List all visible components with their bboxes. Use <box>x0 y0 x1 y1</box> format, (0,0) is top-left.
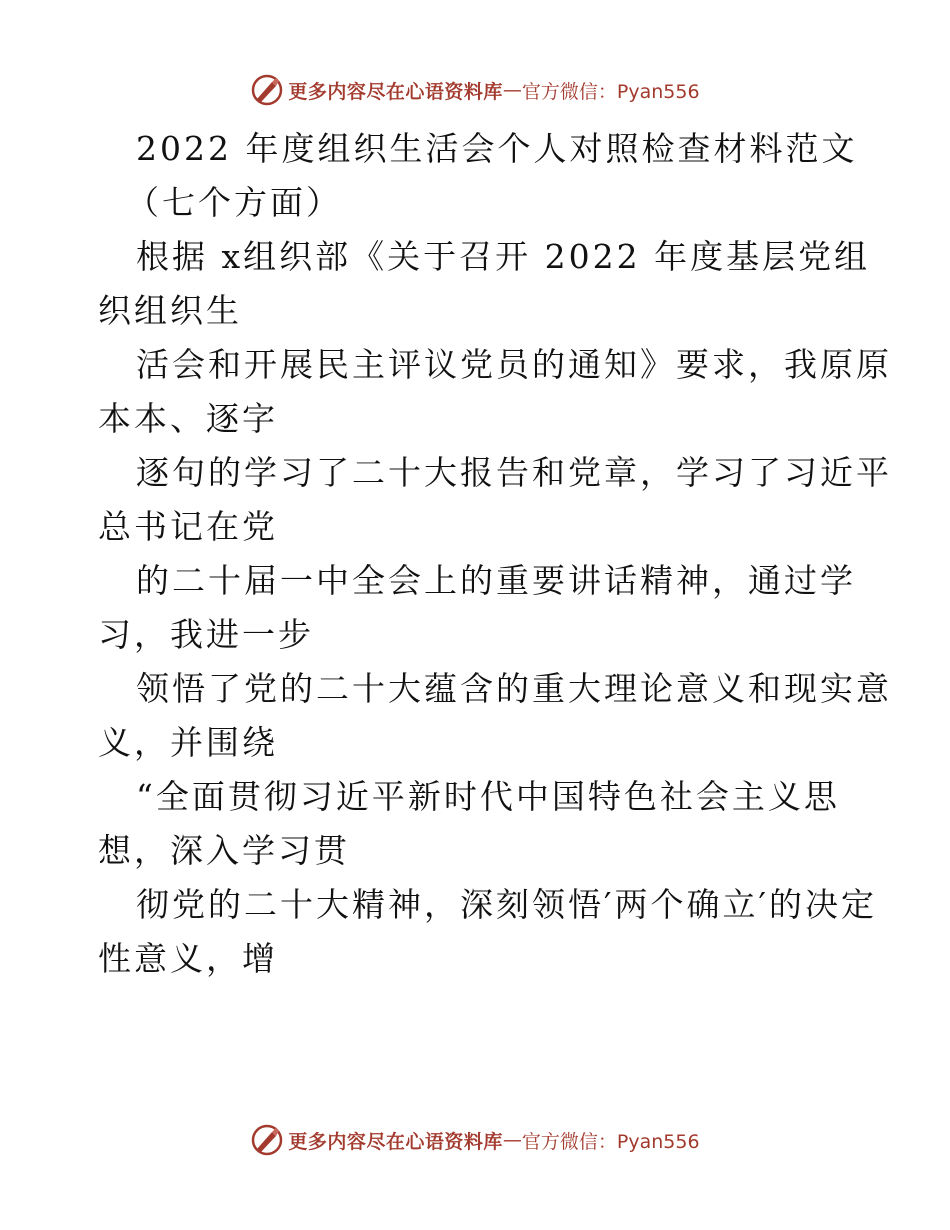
banner-separator: — <box>502 1129 522 1151</box>
banner-brand-text: 更多内容尽在心语资料库 <box>288 1130 503 1153</box>
paragraph-line: 彻党的二十大精神，深刻领悟′两个确立′的决定 <box>136 885 877 924</box>
paragraph-line: 想，深入学习贯 <box>98 831 350 870</box>
footer-banner <box>0 1120 950 1160</box>
paragraph-line: 逐句的学习了二十大报告和党章，学习了习近平 <box>136 453 892 492</box>
pen-logo-icon <box>250 1123 284 1157</box>
paragraph-line: 织组织生 <box>98 291 242 330</box>
paragraph-line: 领悟了党的二十大蕴含的重大理论意义和现实意 <box>136 669 892 708</box>
paragraph-line: 总书记在党 <box>98 507 278 546</box>
document-title-line-1: 2022 年度组织生活会个人对照检查材料范文 <box>136 129 858 168</box>
pen-logo-icon <box>250 73 284 107</box>
paragraph-line: 根据 x组织部《关于召开 2022 年度基层党组 <box>136 237 871 276</box>
banner-contact-text: 官方微信：Pyan556 <box>521 1130 700 1153</box>
document-title-line-2: （七个方面） <box>126 183 342 222</box>
paragraph-line: 习，我进一步 <box>98 615 314 654</box>
banner-separator: — <box>502 79 522 101</box>
paragraph-line: “全面贯彻习近平新时代中国特色社会主义思 <box>136 777 840 816</box>
paragraph-line: 义，并围绕 <box>98 723 278 762</box>
paragraph-line: 本本、逐字 <box>98 399 278 438</box>
banner-contact-text: 官方微信：Pyan556 <box>521 80 700 103</box>
paragraph-line: 性意义，增 <box>98 939 278 978</box>
header-banner <box>0 70 950 110</box>
document-body <box>98 122 892 986</box>
paragraph-line: 活会和开展民主评议党员的通知》要求，我原原 <box>136 345 892 384</box>
paragraph-line: 的二十届一中全会上的重要讲话精神，通过学 <box>136 561 856 600</box>
banner-brand-text: 更多内容尽在心语资料库 <box>288 80 503 103</box>
